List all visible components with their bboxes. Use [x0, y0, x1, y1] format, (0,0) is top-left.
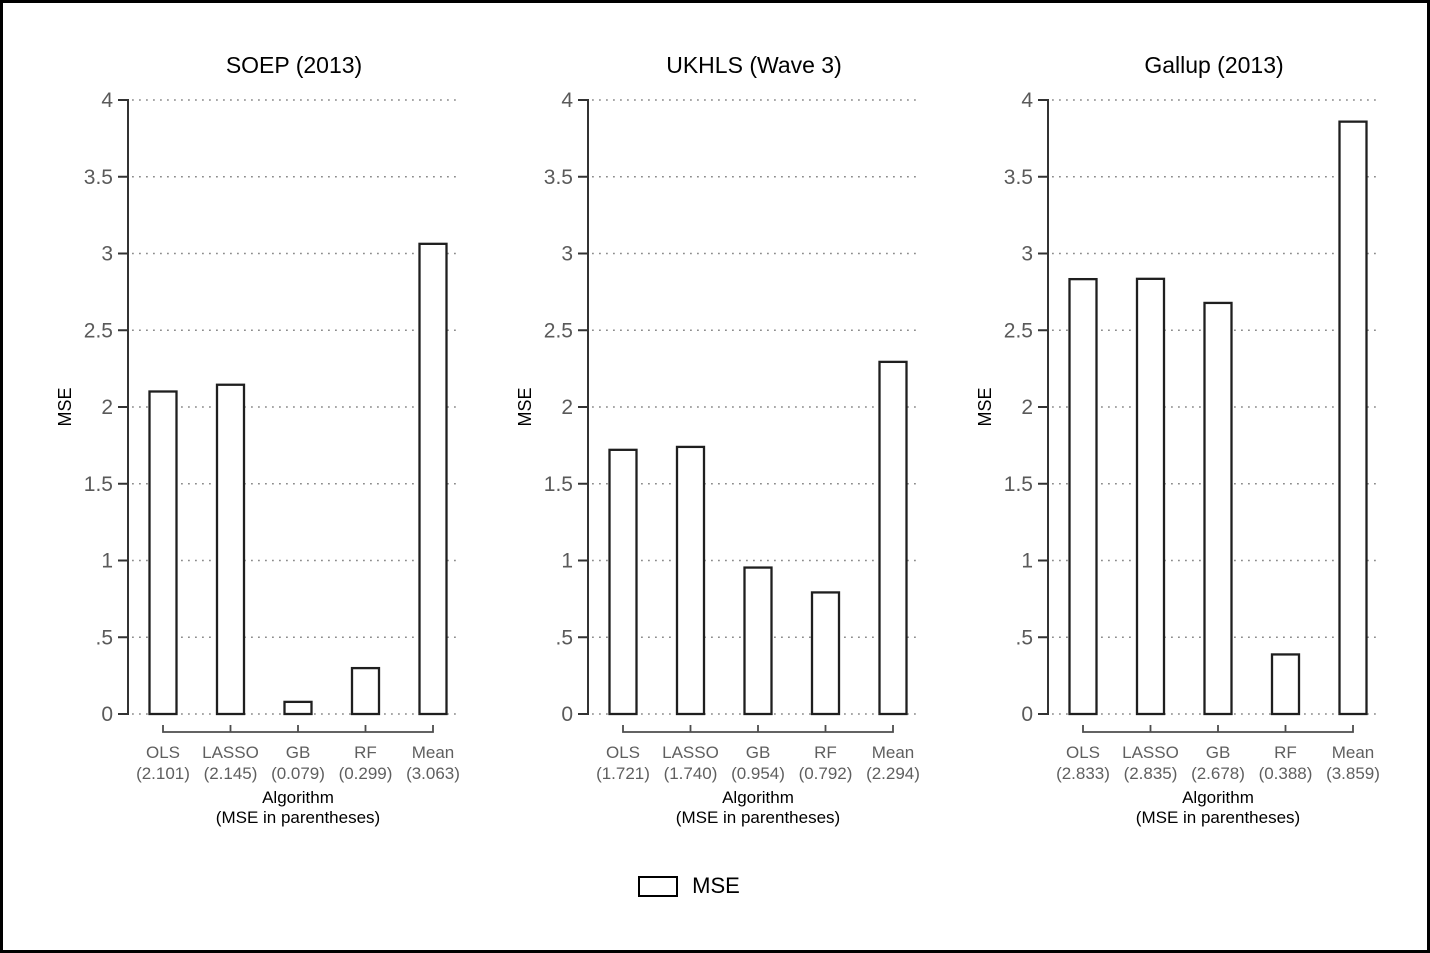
- y-axis-tick-label: 3.5: [1003, 165, 1033, 189]
- bar-gb: [745, 568, 772, 714]
- x-category-label: LASSO: [662, 743, 719, 762]
- x-category-value: (0.792): [798, 764, 853, 783]
- x-category-label: LASSO: [1122, 743, 1179, 762]
- x-category-value: (0.079): [271, 764, 325, 783]
- x-axis-title: Algorithm: [262, 788, 334, 807]
- y-axis-tick-label: 4: [561, 89, 573, 112]
- bar-mean: [1340, 122, 1367, 714]
- x-axis-title: Algorithm: [722, 788, 794, 807]
- y-axis-tick-label: 1.5: [83, 472, 113, 496]
- panel-title: Gallup (2013): [1144, 52, 1284, 78]
- y-axis-tick-label: 3: [561, 242, 573, 266]
- chart-panel-2: [463, 3, 923, 838]
- y-axis-tick-label: 1: [1021, 549, 1033, 573]
- y-axis-tick-label: 1.5: [543, 472, 573, 496]
- panel-title: UKHLS (Wave 3): [666, 52, 842, 78]
- x-category-label: RF: [814, 743, 837, 762]
- y-axis-title: MSE: [515, 387, 535, 427]
- bar-gb: [285, 702, 312, 714]
- bar-rf: [1272, 654, 1299, 714]
- chart-svg-1: [3, 3, 463, 838]
- chart-svg-3: [923, 3, 1383, 838]
- legend-swatch-mse: [638, 876, 678, 897]
- y-axis-tick-label: 2: [561, 396, 573, 419]
- x-category-value: (0.299): [338, 764, 393, 783]
- y-axis-tick-label: 3: [1021, 242, 1033, 266]
- y-axis-tick-label: 4: [1021, 89, 1033, 112]
- x-category-value: (3.063): [406, 764, 460, 783]
- y-axis-tick-label: 2: [101, 396, 113, 419]
- x-category-label: RF: [1274, 743, 1297, 762]
- x-axis-subtitle: (MSE in parentheses): [675, 808, 841, 827]
- chart-panels-row: [3, 3, 1383, 838]
- panel-title: SOEP (2013): [225, 52, 363, 78]
- x-axis-title: Algorithm: [1182, 788, 1254, 807]
- legend: [0, 875, 1401, 897]
- x-axis-bracket: [163, 725, 433, 732]
- y-axis-tick-label: .5: [1015, 626, 1033, 650]
- chart-panel-1: [3, 3, 463, 838]
- bar-ols: [610, 450, 637, 714]
- x-category-value: (2.101): [136, 764, 190, 783]
- x-category-value: (2.833): [1056, 764, 1110, 783]
- y-axis-tick-label: 0: [561, 703, 573, 726]
- x-category-value: (2.294): [866, 764, 920, 783]
- y-axis-tick-label: 3.5: [543, 165, 573, 189]
- x-axis-subtitle: (MSE in parentheses): [1135, 808, 1301, 827]
- y-axis-title: MSE: [55, 387, 75, 427]
- y-axis-tick-label: 1.5: [1003, 472, 1033, 496]
- x-axis-bracket: [1083, 725, 1353, 732]
- x-category-value: (2.678): [1191, 764, 1245, 783]
- y-axis-tick-label: 1: [561, 549, 573, 573]
- y-axis-tick-label: 2.5: [83, 319, 113, 343]
- x-axis-subtitle: (MSE in parentheses): [215, 808, 381, 827]
- y-axis-tick-label: 2.5: [1003, 319, 1033, 343]
- x-category-value: (2.145): [203, 764, 258, 783]
- bar-mean: [880, 362, 907, 714]
- legend-mse-label: MSE: [692, 873, 740, 898]
- y-axis-tick-label: 2.5: [543, 319, 573, 343]
- bar-lasso: [217, 385, 244, 714]
- x-category-label: GB: [745, 743, 771, 762]
- y-axis-tick-label: .5: [555, 626, 573, 650]
- y-axis-title: MSE: [975, 387, 995, 427]
- x-category-label: Mean: [871, 743, 915, 762]
- chart-svg-2: [463, 3, 923, 838]
- y-axis-tick-label: 1: [101, 549, 113, 573]
- y-axis-tick-label: 0: [1021, 703, 1033, 726]
- y-axis-tick-label: 3.5: [83, 165, 113, 189]
- x-category-label: OLS: [605, 743, 641, 762]
- x-category-label: OLS: [1065, 743, 1101, 762]
- x-category-label: RF: [354, 743, 377, 762]
- y-axis-tick-label: 2: [1021, 396, 1033, 419]
- x-axis-bracket: [623, 725, 893, 732]
- bar-ols: [150, 391, 177, 714]
- x-category-value: (0.954): [731, 764, 785, 783]
- x-category-label: OLS: [145, 743, 181, 762]
- x-category-value: (2.835): [1123, 764, 1178, 783]
- x-category-value: (3.859): [1326, 764, 1380, 783]
- y-axis-tick-label: .5: [95, 626, 113, 650]
- bar-lasso: [1137, 279, 1164, 714]
- x-category-label: Mean: [1331, 743, 1375, 762]
- y-axis-tick-label: 4: [101, 89, 113, 112]
- x-category-label: LASSO: [202, 743, 259, 762]
- bar-ols: [1070, 279, 1097, 714]
- x-category-label: Mean: [411, 743, 455, 762]
- chart-panel-3: [923, 3, 1383, 838]
- bar-gb: [1205, 303, 1232, 714]
- bar-rf: [352, 668, 379, 714]
- bar-rf: [812, 592, 839, 714]
- x-category-value: (1.740): [663, 764, 718, 783]
- x-category-value: (1.721): [596, 764, 650, 783]
- x-category-label: GB: [1205, 743, 1231, 762]
- bar-mean: [420, 244, 447, 714]
- bar-lasso: [677, 447, 704, 714]
- x-category-value: (0.388): [1258, 764, 1313, 783]
- y-axis-tick-label: 3: [101, 242, 113, 266]
- x-category-label: GB: [285, 743, 311, 762]
- y-axis-tick-label: 0: [101, 703, 113, 726]
